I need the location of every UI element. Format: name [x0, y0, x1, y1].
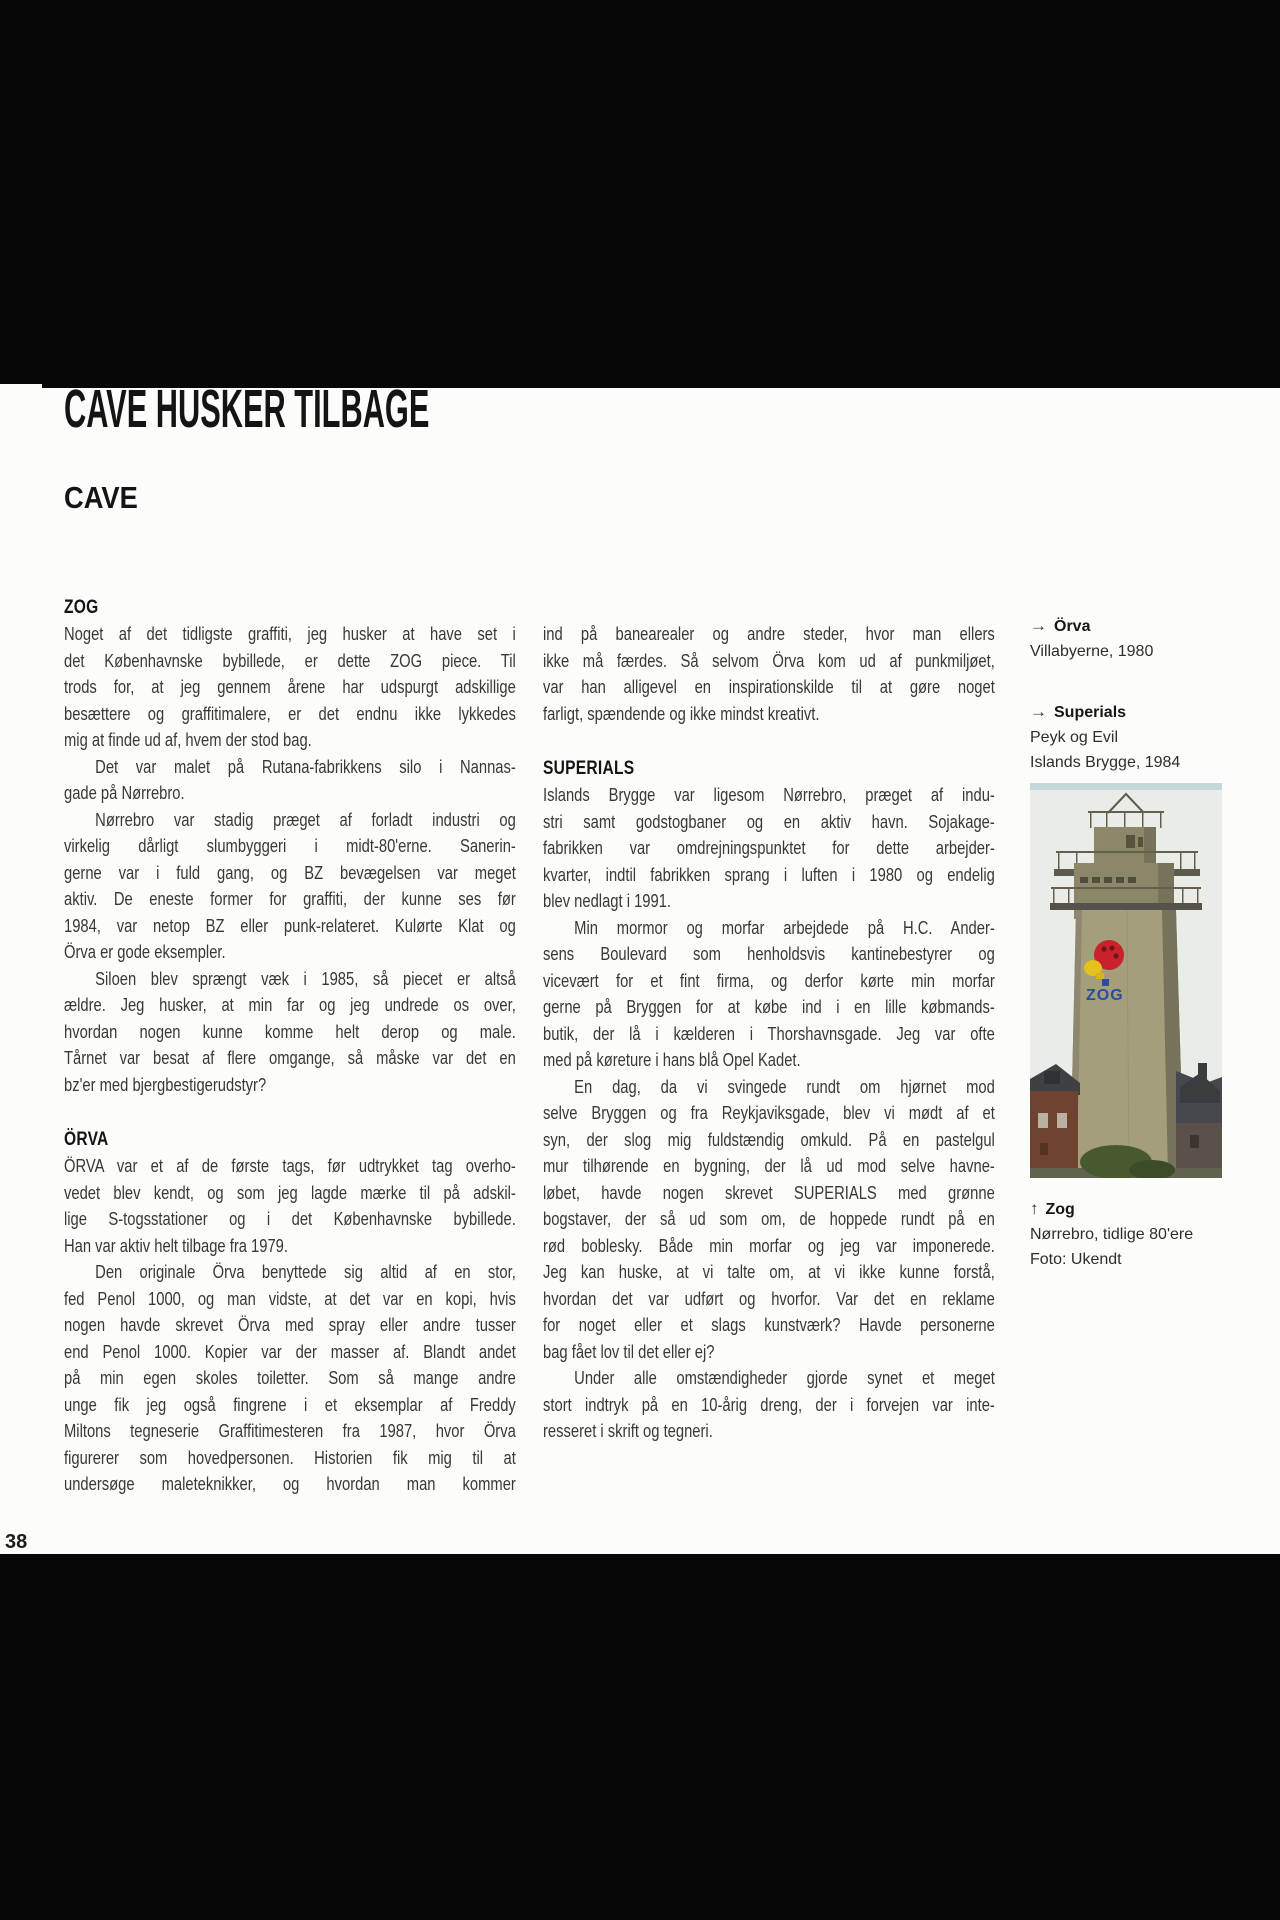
- text-line: med på køreture i hans blå Opel Kadet.: [543, 1050, 801, 1070]
- text-line: lige S-togsstationer og i det Københavnske bybillede.: [64, 1209, 516, 1229]
- text-line: besættere og graffitimalere, er det endnu ikke lykkedes: [64, 703, 516, 724]
- text-line: Min mormor og morfar arbejdede på H.C. Ander-: [574, 917, 995, 938]
- text-line: Örva er gode eksempler.: [64, 942, 226, 962]
- text-line: Nørrebro var stadig præget af forladt industri og: [95, 809, 516, 830]
- section-heading: ÖRVA: [64, 1129, 109, 1150]
- text-line: blev nedlagt i 1991.: [543, 891, 672, 911]
- photo-caption: [1030, 1196, 1193, 1272]
- text-line: for noget eller et slags kunstværk? Havde personerne: [543, 1315, 995, 1335]
- text-line: løbet, havde nogen skrevet SUPERIALS med grønne: [543, 1182, 995, 1203]
- paragraph: [64, 807, 516, 966]
- text-line: stort indtryk på en 10-årig dreng, der i forvejen var inte-: [543, 1394, 995, 1415]
- text-line: Islands Brygge var ligesom Nørrebro, præget af indu-: [543, 785, 995, 805]
- caption-title: Zog: [1045, 1201, 1075, 1218]
- caption-detail: Foto: Ukendt: [1030, 1251, 1122, 1268]
- paragraph: [543, 1074, 995, 1366]
- caption-detail: Villabyerne, 1980: [1030, 643, 1154, 660]
- text-column-2: [543, 594, 995, 1445]
- text-line: Den originale Örva benyttede sig altid af en stor,: [95, 1262, 516, 1282]
- text-line: bz'er med bjergbestigerudstyr?: [64, 1074, 267, 1095]
- up-arrow-icon: ↑: [1030, 1199, 1039, 1218]
- caption-detail: Peyk og Evil: [1030, 729, 1119, 746]
- text-line: ældre. Jeg husker, at min far og jeg undrede os over,: [64, 995, 516, 1015]
- text-line: vicevært for et fint firma, og derfor kørte min morfar: [543, 970, 995, 991]
- right-arrow-icon: →: [1030, 616, 1047, 635]
- top-black-bar: [0, 0, 1280, 388]
- text-line: Miltons tegneserie Graffitimesteren fra 1987, hvor Örva: [64, 1421, 516, 1441]
- caption-title: Superials: [1054, 704, 1127, 721]
- caption-title-row: [1030, 613, 1153, 639]
- paragraph: [543, 782, 995, 915]
- text-line: syn, der slog mig fuldstændig omkuld. På en pastelgul: [543, 1129, 995, 1150]
- text-line: bogstaver, der så ud som om, de hoppede rundt på en: [543, 1209, 995, 1229]
- text-line: ikke må færdes. Så selvom Örva kom ud af punkmiljøet,: [543, 650, 995, 671]
- caption-detail: Nørrebro, tidlige 80'ere: [1030, 1226, 1194, 1243]
- section-heading: SUPERIALS: [543, 758, 635, 779]
- text-line: gade på Nørrebro.: [64, 783, 185, 803]
- text-line: Han var aktiv helt tilbage fra 1979.: [64, 1235, 288, 1256]
- paragraph: [64, 621, 516, 754]
- text-line: bag fået lov til det eller ej?: [543, 1341, 715, 1362]
- text-line: aktiv. De eneste former for graffiti, der kunne ses før: [64, 889, 516, 909]
- text-line: sens Boulevard som henholdsvis kantinebestyrer og: [543, 944, 995, 964]
- graffiti-zog-text: ZOG: [1086, 987, 1124, 1004]
- text-line: unge fik jeg også fingrene i et eksemplar af Freddy: [64, 1394, 516, 1415]
- text-line: Det var malet på Rutana-fabrikkens silo i Nannas-: [95, 756, 516, 777]
- text-line: figurerer som hovedpersonen. Historien fik mig til at: [64, 1447, 516, 1468]
- text-line: kvarter, indtil fabrikken sprang i luften i 1980 og endelig: [543, 864, 995, 885]
- text-line: mig at finde ud af, hvem der stod bag.: [64, 730, 312, 750]
- photo-caption: [1030, 613, 1153, 664]
- text-line: selve Bryggen og fra Reykjaviksgade, blev vi mødt af et: [543, 1103, 995, 1123]
- section-heading: ZOG: [64, 597, 99, 618]
- bottom-black-bar: [0, 1554, 1280, 1920]
- text-line: nogen havde skrevet Örva med spray eller andre tusser: [64, 1315, 516, 1335]
- paragraph: [64, 754, 516, 807]
- text-line: Jeg kan huske, at vi talte om, at vi ikke kunne forstå,: [543, 1262, 995, 1282]
- text-line: mur tilhørende en bygning, der lå ud mod selve havne-: [543, 1156, 995, 1176]
- paragraph: [543, 621, 995, 727]
- text-line: fabrikken var omdrejningspunktet for dette arbejder-: [543, 838, 995, 858]
- text-line: undersøge maleteknikker, og hvordan man kommer: [64, 1474, 516, 1494]
- text-line: farligt, spændende og ikke mindst kreativt.: [543, 703, 820, 724]
- text-line: var han alligevel en inspirationskilde til at gøre noget: [543, 677, 995, 697]
- text-line: ÖRVA var et af de første tags, før udtrykket tag overho-: [64, 1156, 516, 1176]
- paragraph: [64, 1259, 516, 1498]
- silo-photo-illustration: [1030, 783, 1222, 1178]
- page-content: [0, 379, 1280, 1554]
- text-line: Siloen blev sprængt væk i 1985, så piecet er altså: [95, 968, 516, 989]
- text-line: 1984, var netop BZ eller punk-relateret. Kulørte Klat og: [64, 915, 516, 936]
- text-line: Under alle omstændigheder gjorde synet et meget: [574, 1368, 995, 1388]
- paragraph: [64, 966, 516, 1099]
- text-line: på min egen skoles toiletter. Som så mange andre: [64, 1368, 516, 1388]
- text-line: gerne på Bryggen for at købe ind i en lille købmands-: [543, 997, 995, 1017]
- text-line: Noget af det tidligste graffiti, jeg husker at have set i: [64, 624, 516, 644]
- text-line: rød boblesky. Både min morfar og jeg var imponerede.: [543, 1235, 995, 1256]
- caption-detail: Islands Brygge, 1984: [1030, 754, 1181, 771]
- text-line: Tårnet var besat af flere omgange, så måske var det en: [64, 1048, 516, 1068]
- text-column-1: [64, 594, 516, 1498]
- text-line: virkelig dårligt slumbyggeri i midt-80'erne. Sanerin-: [64, 836, 516, 856]
- text-line: trods for, at jeg gennem årene har udspurgt adskillige: [64, 677, 516, 697]
- caption-title-row: [1030, 699, 1180, 725]
- photo-caption: [1030, 699, 1180, 775]
- text-line: stri samt godstogbaner og en aktiv havn. Sojakage-: [543, 811, 995, 832]
- text-line: vedet blev kendt, og som jeg lagde mærke til på adskil-: [64, 1182, 516, 1203]
- caption-sidebar: [1030, 388, 1240, 1554]
- text-line: En dag, da vi svingede rundt om hjørnet mod: [574, 1076, 995, 1097]
- photo-zog-silo: [1030, 783, 1222, 1178]
- text-line: hvordan nogen kunne komme helt derop og male.: [64, 1021, 516, 1042]
- page-title: CAVE HUSKER TILBAGE: [64, 379, 430, 439]
- text-line: hvordan det var udført og hvorfor. Var det en reklame: [543, 1288, 995, 1309]
- text-line: end Penol 1000. Kopier var der masser af. Blandt andet: [64, 1341, 516, 1362]
- text-line: gerne var i fuld gang, og BZ bevægelsen var meget: [64, 862, 516, 883]
- page-number: 38: [5, 1531, 28, 1553]
- text-line: ind på banearealer og andre steder, hvor man ellers: [543, 624, 995, 644]
- paragraph: [543, 1365, 995, 1445]
- paragraph: [64, 1153, 516, 1259]
- text-line: fed Penol 1000, og man vidste, at det var en kopi, hvis: [64, 1288, 516, 1309]
- caption-title-row: [1030, 1196, 1193, 1222]
- caption-title: Örva: [1054, 618, 1091, 635]
- text-line: det Københavnske bybillede, er dette ZOG piece. Til: [64, 650, 516, 671]
- paragraph: [543, 915, 995, 1074]
- text-line: butik, der lå i kælderen i Thorshavnsgade. Jeg var ofte: [543, 1023, 995, 1044]
- page-subtitle: CAVE: [64, 480, 138, 515]
- text-line: resseret i skrift og tegneri.: [543, 1421, 713, 1441]
- right-arrow-icon: →: [1030, 702, 1047, 721]
